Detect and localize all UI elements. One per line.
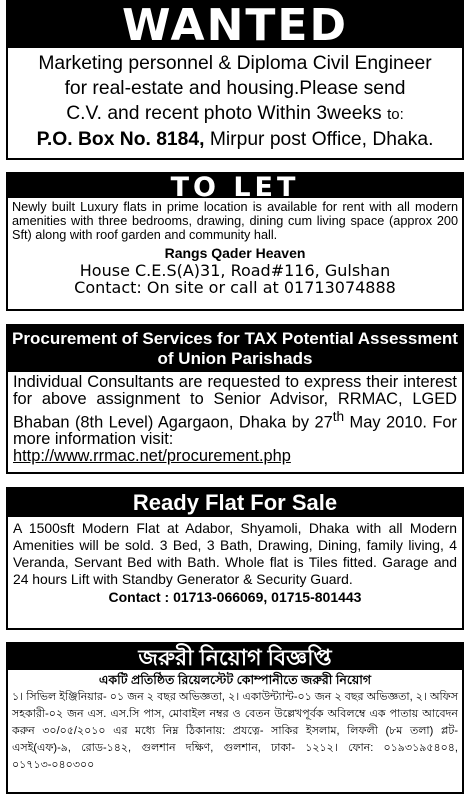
procurement-body-part2: May 2010. For more information visit:: [13, 413, 458, 449]
procurement-body-sup: th: [332, 409, 345, 424]
flat-sale-description: A 1500sft Modern Flat at Adabor, Shyamoli, Dhaka with all Modern Amenities will be sold. 3 Bed, 3 Bath, Drawing, Dining, family living, 4 Veranda, Servant Bed with Bath. Whole flat is Tiles fitted. Garage and 24 hours Lift with Standby Generator & Security Guard.: [13, 520, 457, 587]
wanted-pobox-rest: Mirpur post Office, Dhaka.: [204, 129, 434, 150]
wanted-ad: [6, 0, 464, 160]
procurement-body-part1: Individual Consultants are requested to express their interest for above assignment to Senior Advisor, RRMAC, LGED Bhaban (8th Level) Agargaon, Dhaka by 27: [13, 373, 457, 432]
flat-sale-heading: Ready Flat For Sale: [8, 489, 462, 517]
wanted-line-3-to: to:: [387, 106, 404, 123]
wanted-body: [8, 48, 462, 152]
wanted-line-1: Marketing personnel & Diploma Civil Engineer: [38, 53, 432, 74]
wanted-line-3-text: C.V. and recent photo Within 3weeks: [66, 103, 382, 124]
wanted-pobox-line: [14, 127, 456, 152]
flat-sale-ad: [6, 487, 464, 630]
wanted-line-2: for real-estate and housing.Please send: [64, 78, 406, 99]
bengali-job-subheading: একটি প্রতিষ্ঠিত রিয়েলস্টেট কোম্পানীতে জরুরী নিয়োগ: [98, 673, 372, 687]
wanted-pobox: P.O. Box No. 8184,: [36, 129, 205, 150]
to-let-ad: [6, 172, 464, 311]
procurement-link[interactable]: http://www.rrmac.net/procurement.php: [13, 447, 291, 466]
bengali-job-heading: জরুরী নিয়োগ বিজ্ঞপ্তি: [8, 644, 462, 670]
to-let-property-name: Rangs Qader Heaven: [164, 245, 306, 261]
procurement-body: [8, 372, 462, 467]
procurement-heading: Procurement of Services for TAX Potential Assessment of Union Parishads: [8, 326, 462, 372]
wanted-line-3: [14, 101, 456, 127]
to-let-heading: TO LET: [8, 174, 462, 198]
procurement-ad: [6, 324, 464, 474]
wanted-heading: WANTED: [8, 2, 462, 48]
bengali-job-ad: [6, 642, 464, 794]
to-let-contact: Contact: On site or call at 01713074888: [74, 278, 396, 297]
to-let-address: House C.E.S(A)31, Road#116, Gulshan: [79, 261, 391, 280]
to-let-description: Newly built Luxury flats in prime location is available for rent with all modern amenities with three bedrooms, drawing, dining cum living space (approx 200 Sft) along with roof garden and community hall.: [12, 200, 458, 242]
bengali-job-body: ১। সিভিল ইঞ্জিনিয়ার- ০১ জন ২ বছর অভিজ্ঞতা, ২। একাউন্ট্যান্ট-০১ জন ২ বছর অভিজ্ঞতা, ২। অফিস সহকারী-০২ জন এস. এস.সি পাস, মোবাইল নম্বর ও বেতন উল্লেখপূর্বক অবিলম্বে এক পাতায় আবেদন করুন ৩০/০৫/২০১০ এর মধ্যে নিম্ন ঠিকানায়: প্রযত্নে- সাকির ইসলাম, লিফলী (৮ম তলা) প্লট- এসই(এফ)-৯, রোড-১৪২, গুলশান দক্ষিণ, গুলশান, ঢাকা- ১২১২। ফোন: ০১৯৩১৯৫৪০৪, ০১৭১৩-০৪০৩০০: [12, 691, 458, 771]
flat-sale-contact: Contact : 01713-066069, 01715-801443: [108, 589, 362, 605]
